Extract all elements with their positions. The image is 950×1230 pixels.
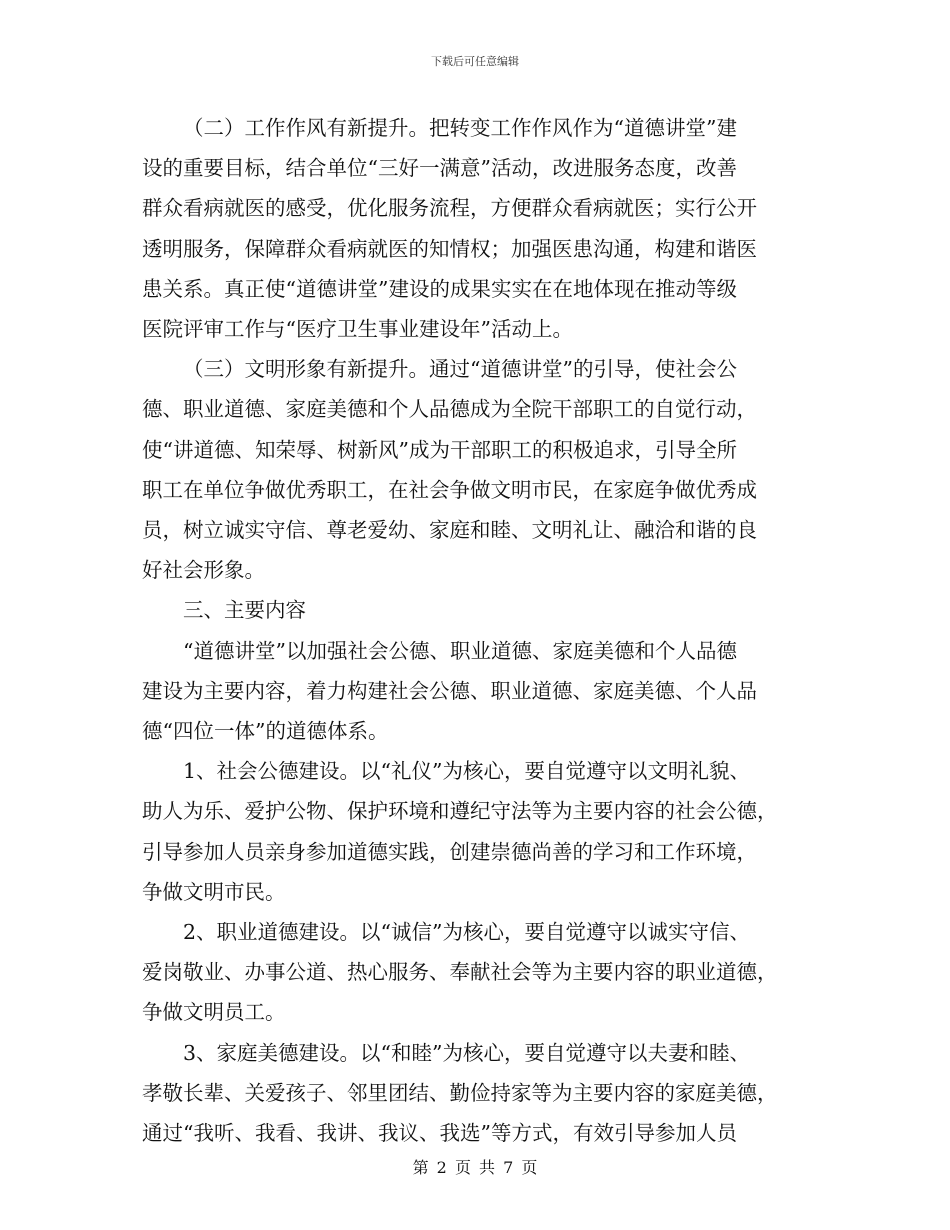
section-heading-main-content [142,590,802,630]
text-line: 设的重要目标，结合单位“三好一满意”活动，改进服务态度，改善 [142,156,737,181]
text-line: 员，树立诚实守信、尊老爱幼、家庭和睦、文明礼让、融洽和谐的良 [142,518,757,543]
paragraph-social-morality [142,751,802,912]
text-line: “道德讲堂”以加强社会公德、职业道德、家庭美德和个人品德 [183,638,737,663]
text-line: 好社会形象。 [142,558,265,583]
text-line: 3、家庭美德建设。以“和睦”为核心，要自觉遵守以夫妻和睦、 [183,1040,751,1065]
text-line: 患关系。真正使“道德讲堂”建设的成果实实在在地体现在推动等级 [142,276,737,301]
text-line: 德、职业道德、家庭美德和个人品德成为全院干部职工的自觉行动， [142,397,757,422]
paragraph-professional-ethics [142,912,802,1033]
text-line: 2、职业道德建设。以“诚信”为核心，要自觉遵守以诚实守信、 [183,920,751,945]
text-line: 德“四位一体”的道德体系。 [142,719,389,744]
text-line: 医院评审工作与“医疗卫生事业建设年”活动上。 [142,317,573,342]
text-line: 助人为乐、爱护公物、保护环境和遵纪守法等为主要内容的社会公德， [142,799,778,824]
text-line: 建设为主要内容，着力构建社会公德、职业道德、家庭美德、个人品 [142,678,757,703]
text-line: 引导参加人员亲身参加道德实践，创建崇德尚善的学习和工作环境， [142,839,757,864]
text-line: 争做文明市民。 [142,879,286,904]
text-line: 通过“我听、我看、我讲、我议、我选”等方式，有效引导参加人员 [142,1121,737,1146]
text-line: 透明服务，保障群众看病就医的知情权；加强医患沟通，构建和谐医 [142,236,757,261]
text-line: 群众看病就医的感受，优化服务流程，方便群众看病就医；实行公开 [142,196,757,221]
text-line: 职工在单位争做优秀职工，在社会争做文明市民，在家庭争做优秀成 [142,477,757,502]
text-line: （二）工作作风有新提升。把转变工作作风作为“道德讲堂”建 [183,116,737,140]
page-number: 第 2 页 共 7 页 [412,1158,538,1177]
paragraph-work-style [142,108,802,349]
document-body [142,108,802,1153]
text-line: 三、主要内容 [183,598,306,623]
text-line: （三）文明形象有新提升。通过“道德讲堂”的引导，使社会公 [183,357,737,382]
text-line: 争做文明员工。 [142,1000,286,1025]
paragraph-civilized-image [142,349,802,590]
text-line: 使“讲道德、知荣辱、树新风”成为干部职工的积极追求，引导全所 [142,437,737,462]
text-line: 孝敬长辈、关爱孩子、邻里团结、勤俭持家等为主要内容的家庭美德， [142,1080,778,1105]
text-line: 爱岗敬业、办事公道、热心服务、奉献社会等为主要内容的职业道德， [142,960,778,985]
header-note: 下载后可任意编辑 [431,55,519,68]
paragraph-family-virtues [142,1033,802,1154]
paragraph-moral-lecture-intro [142,631,802,752]
text-line: 1、社会公德建设。以“礼仪”为核心，要自觉遵守以文明礼貌、 [183,759,751,784]
